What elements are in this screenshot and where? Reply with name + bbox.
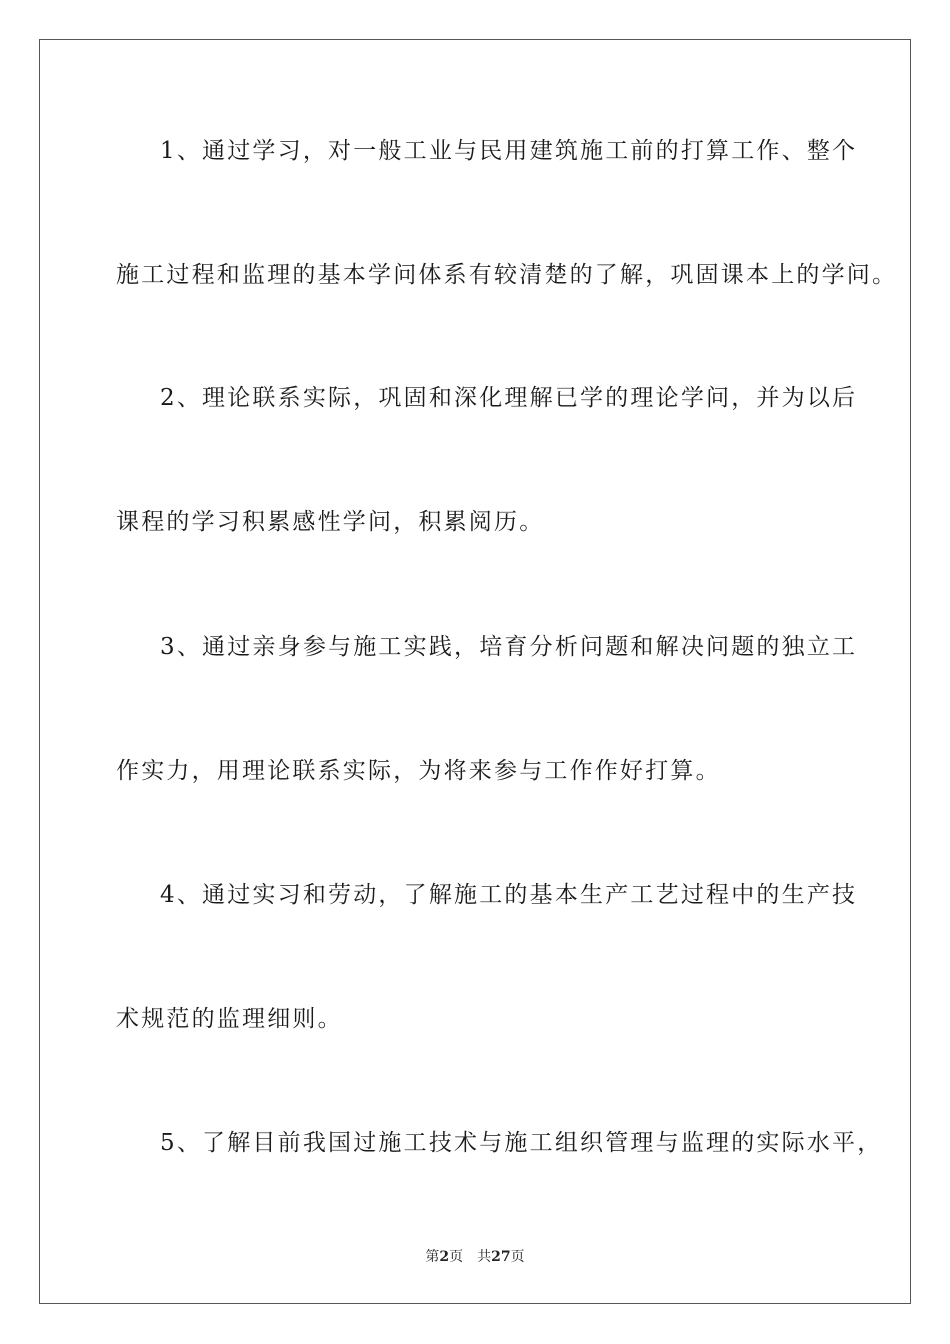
paragraph-1-line-1: 1、通过学习，对一般工业与民用建筑施工前的打算工作、整个 [160,138,858,164]
paragraph-3-line-2: 作实力，用理论联系实际，为将来参与工作作好打算。 [116,758,721,784]
paragraph-4-line-1: 4、通过实习和劳动，了解施工的基本生产工艺过程中的生产技 [160,882,858,908]
page-border [39,39,911,1304]
paragraph-3-line-1: 3、通过亲身参与施工实践，培育分析问题和解决问题的独立工 [160,634,858,660]
footer-total-prefix: 共 [477,1249,492,1265]
paragraph-2-line-2: 课程的学习积累感性学问，积累阅历。 [116,509,545,535]
footer-total-suffix: 页 [510,1249,525,1265]
paragraph-1-line-2: 施工过程和监理的基本学问体系有较清楚的了解，巩固课本上的学问。 [116,262,898,288]
footer-page-number: 2 [439,1249,450,1265]
paragraph-2-line-1: 2、理论联系实际，巩固和深化理解已学的理论学问，并为以后 [160,385,858,411]
paragraph-5-line-1: 5、了解目前我国过施工技术与施工组织管理与监理的实际水平， [160,1130,883,1156]
footer-total-number: 27 [491,1249,511,1265]
paragraph-4-line-2: 术规范的监理细则。 [116,1006,343,1032]
footer-page-suffix: 页 [449,1249,464,1265]
footer-page-prefix: 第 [425,1249,440,1265]
page-footer [0,1248,950,1266]
